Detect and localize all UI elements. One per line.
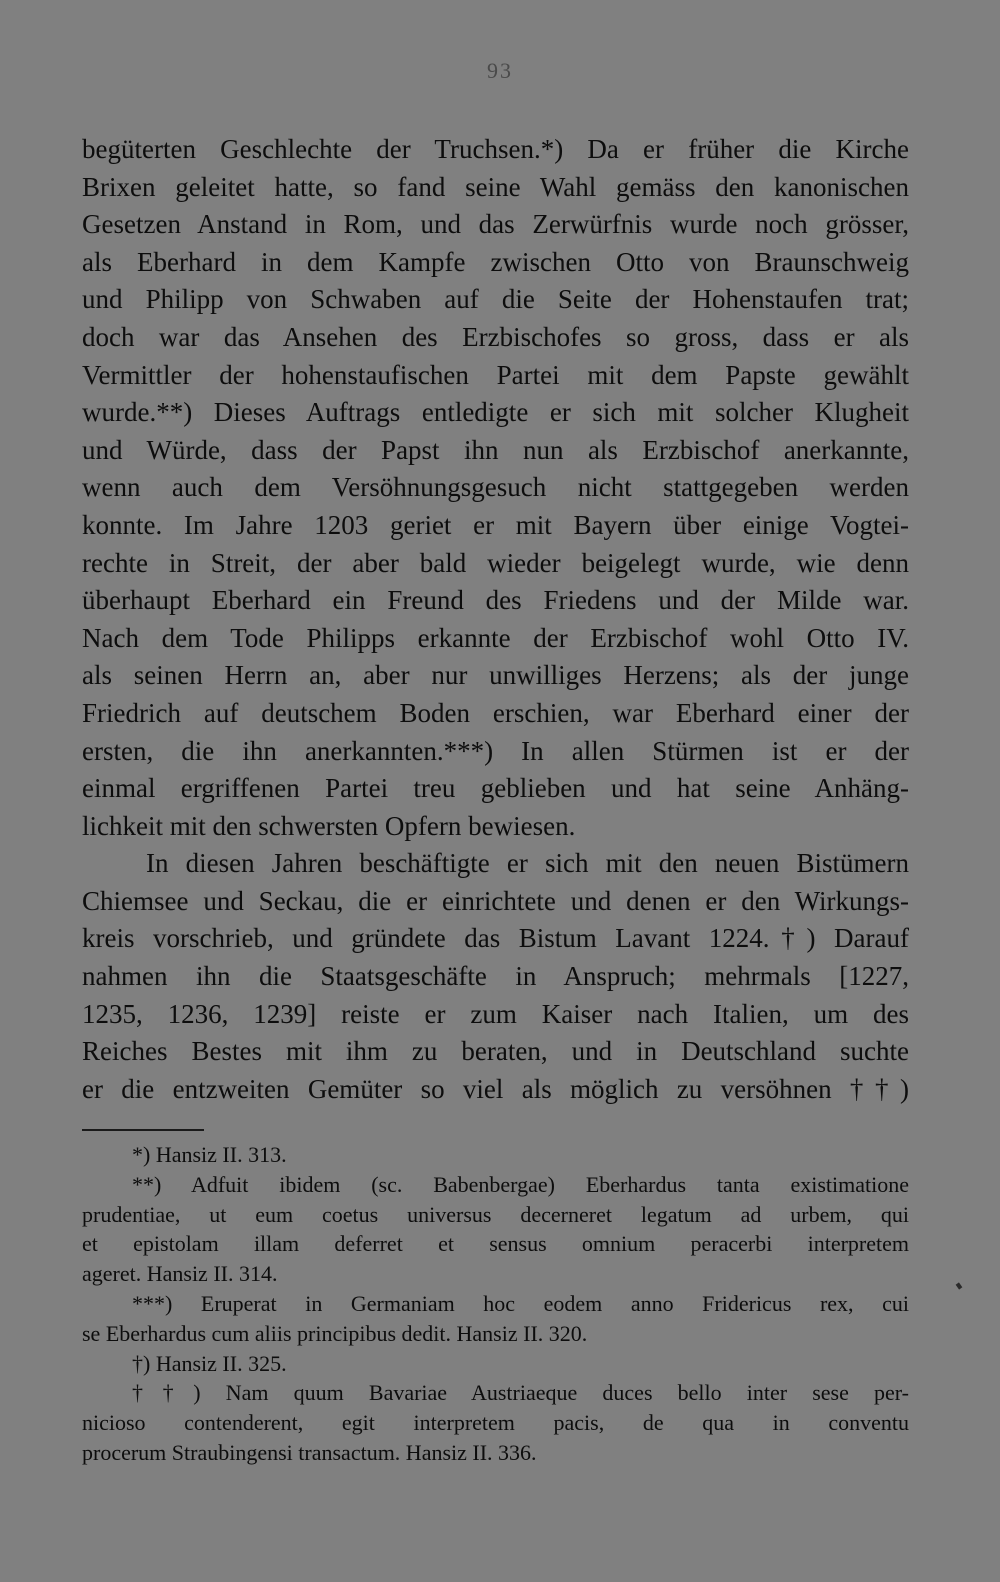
footnote-line: ageret. Hansiz II. 314. bbox=[82, 1261, 278, 1287]
text-line: überhaupt Eberhard ein Freund des Friedens und der Milde war. bbox=[82, 585, 909, 616]
paragraph-start-line: In diesen Jahren beschäftigte er sich mit den neuen Bistümern bbox=[146, 848, 909, 879]
text-line: Gesetzen Anstand in Rom, und das Zerwürfnis wurde noch grösser, bbox=[82, 209, 909, 240]
text-line: wenn auch dem Versöhnungsgesuch nicht stattgegeben werden bbox=[82, 472, 909, 503]
footnote-line: se Eberhardus cum aliis principibus dedit. Hansiz II. 320. bbox=[82, 1320, 588, 1346]
text-line: rechte in Streit, der aber bald wieder beigelegt wurde, wie denn bbox=[82, 547, 909, 578]
text-line: Nach dem Tode Philipps erkannte der Erzbischof wohl Otto IV. bbox=[82, 622, 909, 653]
text-line: er die entzweiten Gemüter so viel als möglich zu versöhnen ††) bbox=[82, 1073, 909, 1104]
footnote-2: **) Adfuit ibidem (sc. Babenbergae) Eberhardus tanta existimatione bbox=[132, 1171, 909, 1197]
text-line: und Philipp von Schwaben auf die Seite der Hohenstaufen trat; bbox=[82, 284, 909, 315]
main-text bbox=[82, 131, 909, 1108]
text-line: als Eberhard in dem Kampfe zwischen Otto von Braunschweig bbox=[82, 246, 909, 277]
footnotes bbox=[82, 1140, 909, 1468]
text-line: Brixen geleitet hatte, so fand seine Wahl gemäss den kanonischen bbox=[82, 171, 909, 202]
footnote-5: ††) Nam quum Bavariae Austriaeque duces bello inter sese per- bbox=[132, 1380, 909, 1406]
text-line: einmal ergriffenen Partei treu geblieben und hat seine Anhäng- bbox=[82, 773, 909, 804]
footnote-4: †) Hansiz II. 325. bbox=[132, 1350, 287, 1376]
page-number: 93 bbox=[487, 58, 513, 83]
text-line: kreis vorschrieb, und gründete das Bistum Lavant 1224.†) Darauf bbox=[82, 923, 909, 954]
text-line: Reiches Bestes mit ihm zu beraten, und in Deutschland suchte bbox=[82, 1036, 909, 1067]
scan-speck bbox=[956, 1282, 963, 1289]
text-line: begüterten Geschlechte der Truchsen.*) Da er früher die Kirche bbox=[82, 134, 909, 164]
footnote-separator bbox=[82, 1129, 204, 1131]
footnote-3: ***) Eruperat in Germaniam hoc eodem anno Fridericus rex, cui bbox=[132, 1290, 909, 1316]
footnote-1: *) Hansiz II. 313. bbox=[132, 1142, 287, 1167]
text-line: Friedrich auf deutschem Boden erschien, war Eberhard einer der bbox=[82, 697, 909, 728]
footnote-line: nicioso contenderent, egit interpretem pacis, de qua in conventu bbox=[82, 1410, 909, 1436]
text-line: Chiemsee und Seckau, die er einrichtete und denen er den Wirkungs- bbox=[82, 885, 909, 916]
footnote-line: procerum Straubingensi transactum. Hansiz II. 336. bbox=[82, 1439, 537, 1465]
paragraph-end-line: lichkeit mit den schwersten Opfern bewiesen. bbox=[82, 810, 576, 841]
text-line: konnte. Im Jahre 1203 geriet er mit Bayern über einige Vogtei- bbox=[82, 509, 909, 540]
text-line: wurde.**) Dieses Auftrags entledigte er sich mit solcher Klugheit bbox=[82, 397, 909, 428]
footnote-line: prudentiae, ut eum coetus universus decerneret legatum ad urbem, qui bbox=[82, 1201, 909, 1227]
text-line: nahmen ihn die Staatsgeschäfte in Anspruch; mehrmals [1227, bbox=[82, 961, 909, 992]
text-line: als seinen Herrn an, aber nur unwilliges Herzens; als der junge bbox=[82, 660, 909, 691]
text-line: 1235, 1236, 1239] reiste er zum Kaiser nach Italien, um des bbox=[82, 998, 909, 1029]
text-line: und Würde, dass der Papst ihn nun als Erzbischof anerkannte, bbox=[82, 434, 909, 465]
text-line: doch war das Ansehen des Erzbischofes so gross, dass er als bbox=[82, 321, 909, 352]
text-line: Vermittler der hohenstaufischen Partei mit dem Papste gewählt bbox=[82, 359, 909, 390]
text-line: ersten, die ihn anerkannten.***) In allen Stürmen ist er der bbox=[82, 735, 909, 766]
footnote-line: et epistolam illam deferret et sensus omnium peracerbi interpretem bbox=[82, 1231, 909, 1257]
